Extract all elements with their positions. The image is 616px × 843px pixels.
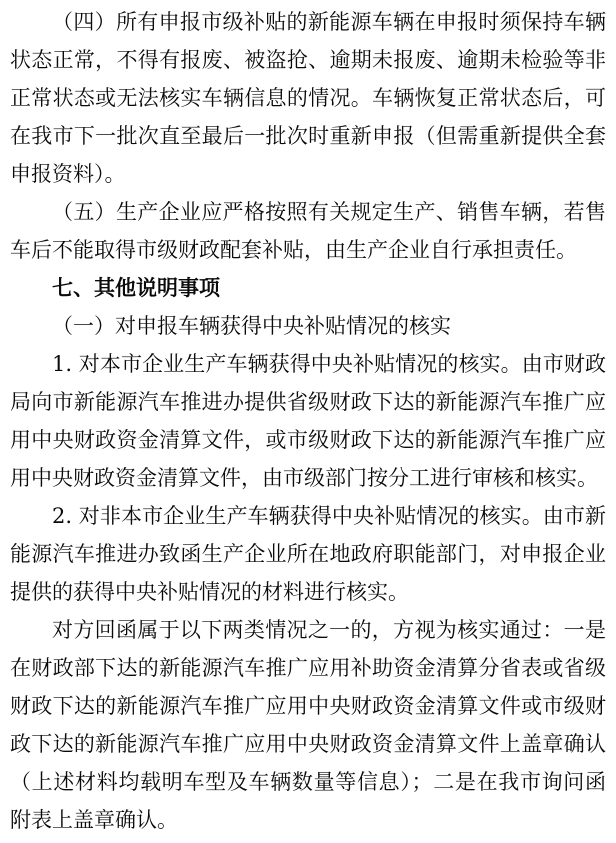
paragraph-subsection-1-title: （一）对申报车辆获得中央补贴情况的核实: [52, 314, 451, 338]
section-heading-other-notes: 七、其他说明事项: [52, 276, 220, 300]
paragraph-item-2: 2. 对非本市企业生产车辆获得中央补贴情况的核实。由市新能源汽车推进办致函生产企业所在地政府职能部门，对申报企业提供的获得中央补贴情况的材料进行核实。: [10, 504, 606, 604]
paragraph-clause-5: （五）生产企业应严格按照有关规定生产、销售车辆，若售车后不能取得市级财政配套补贴，由生产企业自行承担责任。: [10, 200, 606, 262]
paragraph-verification-conditions: 对方回函属于以下两类情况之一的，方视为核实通过：一是在财政部下达的新能源汽车推广应用补助资金清算分省表或省级财政下达的新能源汽车推广应用中央财政资金清算文件或市级财政下达的新能源汽车推广应用中央财政资金清算文件上盖章确认（上述材料均载明车型及车辆数量等信息）；二是在我市询问函附表上盖章确认。: [10, 618, 606, 832]
paragraph-item-1: 1. 对本市企业生产车辆获得中央补贴情况的核实。由市财政局向市新能源汽车推进办提供省级财政下达的新能源汽车推广应用中央财政资金清算文件，或市级财政下达的新能源汽车推广应用中央财政资金清算文件，由市级部门按分工进行审核和核实。: [10, 352, 606, 490]
paragraph-clause-4: （四）所有申报市级补贴的新能源车辆在申报时须保持车辆状态正常，不得有报废、被盗抢、逾期未报废、逾期未检验等非正常状态或无法核实车辆信息的情况。车辆恢复正常状态后，可在我市下一批次直至最后一批次时重新申报（但需重新提供全套申报资料）。: [10, 10, 606, 186]
